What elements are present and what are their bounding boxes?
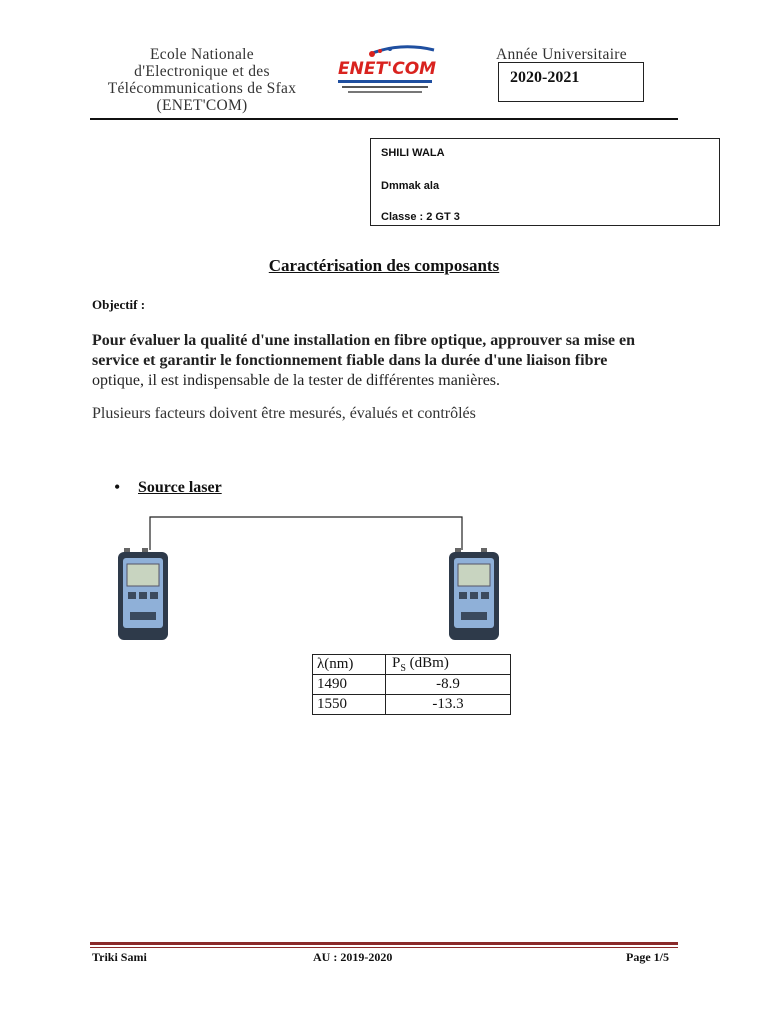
factors-paragraph: Plusieurs facteurs doivent être mesurés, évalués et contrôlés: [92, 405, 476, 422]
svg-text:ENET'COM: ENET'COM: [338, 59, 437, 79]
objective-paragraph: [92, 331, 682, 391]
setup-diagram: [108, 512, 508, 648]
power-cell: -8.9: [386, 675, 511, 695]
table-row: [313, 675, 511, 695]
wavelength-cell: 1490: [313, 675, 386, 695]
enetcom-logo: [330, 42, 450, 102]
academic-year-box: [498, 62, 644, 102]
header-divider: [90, 118, 678, 120]
school-line: Télécommunications de Sfax: [107, 80, 297, 97]
partner-name: Dmmak ala: [381, 180, 440, 192]
page-title: Caractérisation des composants: [268, 256, 500, 275]
class-label: Classe : 2 GT 3: [381, 211, 460, 223]
school-line: Ecole Nationale: [150, 46, 254, 63]
power-unit: (dBm): [405, 655, 449, 671]
power-cell: -13.3: [386, 695, 511, 715]
school-name: [92, 46, 312, 114]
header-wavelength: λ(nm): [313, 655, 386, 675]
laser-source-device: [118, 548, 168, 640]
measurement-table: [312, 654, 511, 715]
school-line: (ENET'COM): [156, 97, 248, 114]
academic-year-label: Année Universitaire: [496, 46, 627, 63]
section-heading: Source laser: [138, 479, 222, 496]
academic-year-value: 2020-2021: [510, 69, 580, 86]
paragraph-line: optique, il est indispensable de la tester de différentes manières.: [92, 372, 501, 389]
wavelength-cell: 1550: [313, 695, 386, 715]
footer-rule-thin: [90, 947, 678, 948]
footer-academic-year: AU : 2019-2020: [313, 950, 393, 964]
fiber-link: [150, 517, 462, 550]
table-header-row: [313, 655, 511, 675]
paragraph-line: Pour évaluer la qualité d'une installation en fibre optique, approuver sa mise en: [92, 332, 636, 349]
student-info-box: [370, 138, 720, 226]
paragraph-line: service et garantir le fonctionnement fiable dans la durée d'une liaison fibre: [92, 352, 608, 369]
footer-page-number: Page 1/5: [626, 950, 669, 964]
student-name: SHILI WALA: [381, 147, 445, 159]
school-line: d'Electronique et des: [134, 63, 270, 80]
footer-rule: [90, 942, 678, 945]
bullet-icon: •: [114, 477, 121, 497]
table-row: [313, 695, 511, 715]
objective-label: Objectif :: [92, 297, 146, 312]
footer-author: Triki Sami: [92, 950, 147, 964]
header-power: [386, 655, 511, 675]
power-meter-device: [449, 548, 499, 640]
power-subscript: S: [400, 663, 406, 674]
power-symbol: P: [392, 655, 401, 671]
